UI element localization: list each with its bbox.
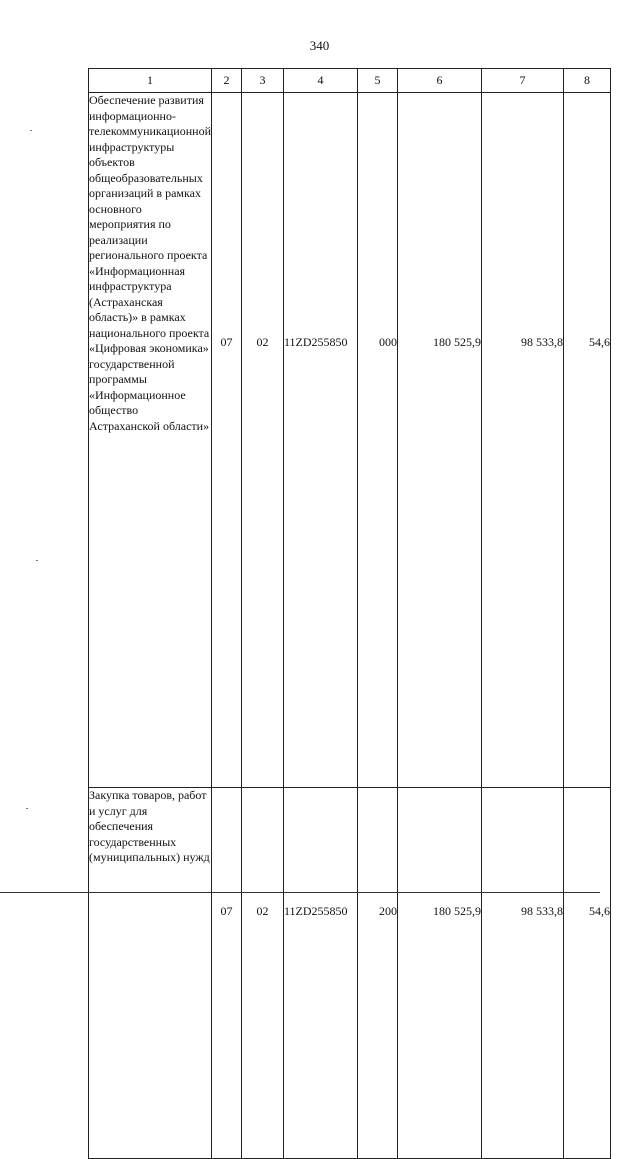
row-description: Обеспечение развития информационно-телекоммуникационной инфраструктуры объектов общеобразовательных организаций в рамках основного мероприятия по реализации регионального проекта «Информационная инфраструктура (Астраханская область)» в рамках национального проекта «Цифровая экономика» государственной программы «Информационное общество Астраханской области» (89, 93, 212, 788)
scan-speck (36, 560, 38, 561)
target-article-code: 11ZD255850 (284, 788, 358, 1159)
executed-amount: 98 533,8 (482, 788, 564, 1159)
column-header: 8 (564, 69, 611, 93)
scan-speck (26, 808, 28, 809)
column-header: 6 (398, 69, 482, 93)
row-description: Закупка товаров, работ и услуг для обеспечения государственных (муниципальных) нужд (89, 788, 212, 1159)
section-code: 07 (212, 93, 242, 788)
table-header-row (89, 69, 611, 93)
expense-type-code: 200 (358, 788, 398, 1159)
executed-amount: 98 533,8 (482, 93, 564, 788)
column-header: 5 (358, 69, 398, 93)
execution-percent: 54,6 (564, 93, 611, 788)
scan-speck (30, 130, 32, 131)
column-header: 2 (212, 69, 242, 93)
column-header: 3 (242, 69, 284, 93)
planned-amount: 180 525,9 (398, 93, 482, 788)
column-header: 4 (284, 69, 358, 93)
execution-percent: 54,6 (564, 788, 611, 1159)
column-header: 7 (482, 69, 564, 93)
section-code: 07 (212, 788, 242, 1159)
scan-bottom-line (0, 892, 600, 893)
planned-amount: 180 525,9 (398, 788, 482, 1159)
subsection-code: 02 (242, 788, 284, 1159)
subsection-code: 02 (242, 93, 284, 788)
expense-type-code: 000 (358, 93, 398, 788)
column-header: 1 (89, 69, 212, 93)
table-row (89, 788, 611, 1159)
budget-table (88, 68, 611, 1159)
target-article-code: 11ZD255850 (284, 93, 358, 788)
page-number: 340 (309, 38, 330, 53)
table-row (89, 93, 611, 788)
